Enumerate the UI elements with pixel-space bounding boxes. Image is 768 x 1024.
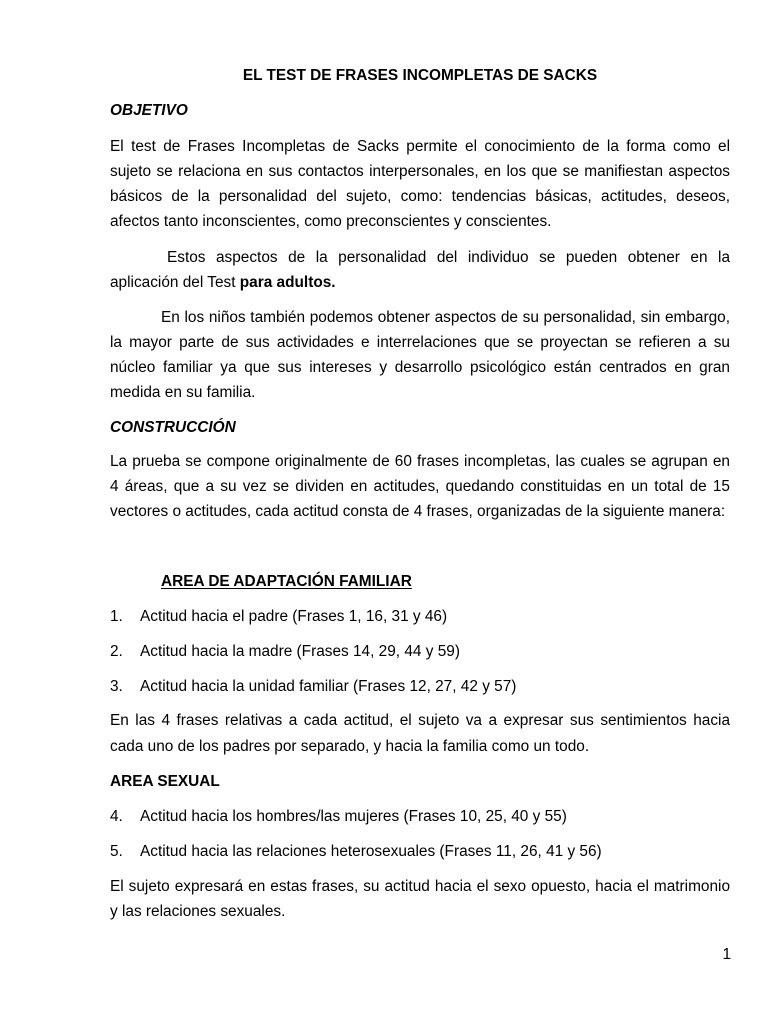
- paragraph-line: cada uno de los padres por separado, y hacia la familia como un todo.: [110, 737, 590, 755]
- objetivo-paragraph-1: [110, 134, 730, 234]
- bold-emphasis: para adultos.: [239, 274, 336, 291]
- area-familiar-heading-block: [110, 569, 730, 594]
- area-sexual-note: [110, 874, 730, 924]
- paragraph-line: [110, 270, 730, 295]
- list-number: 2.: [110, 643, 123, 660]
- list-text: Actitud hacia la unidad familiar (Frases 12, 27, 42 y 57): [140, 678, 517, 695]
- paragraph-line: La prueba se compone originalmente de 60 frases incompletas, las cuales se agrupan en: [110, 453, 730, 470]
- paragraph-line: El test de Frases Incompletas de Sacks permite el conocimiento de la forma como el: [110, 138, 730, 155]
- list-text: Actitud hacia la madre (Frases 14, 29, 44 y 59): [140, 643, 460, 660]
- paragraph-line: medida en su familia.: [110, 384, 256, 401]
- area-sexual-heading: AREA SEXUAL: [110, 773, 220, 790]
- paragraph-line: En los niños también podemos obtener aspectos de su personalidad, sin embargo,: [161, 309, 730, 326]
- paragraph-line: El sujeto expresará en estas frases, su actitud hacia el sexo opuesto, hacia el matrimonio: [110, 878, 730, 895]
- paragraph-line: y las relaciones sexuales.: [110, 903, 286, 920]
- list-item: [110, 674, 730, 699]
- section-heading-construccion: CONSTRUCCIÓN: [110, 419, 236, 436]
- list-text: Actitud hacia los hombres/las mujeres (Frases 10, 25, 40 y 55): [140, 808, 567, 825]
- paragraph-line: básicos de la personalidad del sujeto, como: tendencias básicas, actitudes, deseos,: [110, 188, 730, 205]
- document-title: EL TEST DE FRASES INCOMPLETAS DE SACKS: [242, 67, 598, 84]
- list-number: 5.: [110, 843, 123, 860]
- objetivo-paragraph-2: [110, 245, 730, 295]
- list-item: [110, 604, 730, 629]
- list-text: Actitud hacia el padre (Frases 1, 16, 31 y 46): [140, 608, 448, 625]
- paragraph-line: vectores o actitudes, cada actitud consta de 4 frases, organizadas de la siguiente manera:: [110, 503, 726, 520]
- list-number: 4.: [110, 808, 123, 825]
- paragraph-text: aplicación del Test: [110, 274, 236, 291]
- list-item: [110, 839, 730, 864]
- section-heading-objetivo: OBJETIVO: [110, 102, 188, 119]
- objetivo-paragraph-3: [110, 305, 730, 405]
- paragraph-line: Estos aspectos de la personalidad del individuo se pueden obtener en la: [167, 249, 730, 266]
- paragraph-line: la mayor parte de sus actividades e interrelaciones que se proyectan se refieren a su: [110, 334, 730, 351]
- area-familiar-heading: AREA DE ADAPTACIÓN FAMILIAR: [161, 573, 412, 590]
- paragraph-line: En las 4 frases relativas a cada actitud, el sujeto va a expresar sus sentimientos hacia: [110, 712, 730, 729]
- list-number: 3.: [110, 678, 123, 695]
- list-item: [110, 804, 730, 829]
- paragraph-line: núcleo familiar ya que sus intereses y desarrollo psicológico están centrados en gran: [110, 359, 730, 376]
- list-text: Actitud hacia las relaciones heterosexuales (Frases 11, 26, 41 y 56): [140, 843, 602, 860]
- construccion-paragraph: [110, 449, 730, 524]
- paragraph-line: afectos tanto inconscientes, como preconscientes y conscientes.: [110, 213, 552, 230]
- list-number: 1.: [110, 608, 123, 625]
- paragraph-line: sujeto se relaciona en sus contactos interpersonales, en los que se manifiestan aspectos: [110, 163, 730, 180]
- paragraph-line: 4 áreas, que a su vez se dividen en actitudes, quedando constituidas en un total de 15: [110, 478, 730, 495]
- area-familiar-note: [110, 708, 730, 759]
- list-item: [110, 639, 730, 664]
- page-number: 1: [722, 946, 731, 963]
